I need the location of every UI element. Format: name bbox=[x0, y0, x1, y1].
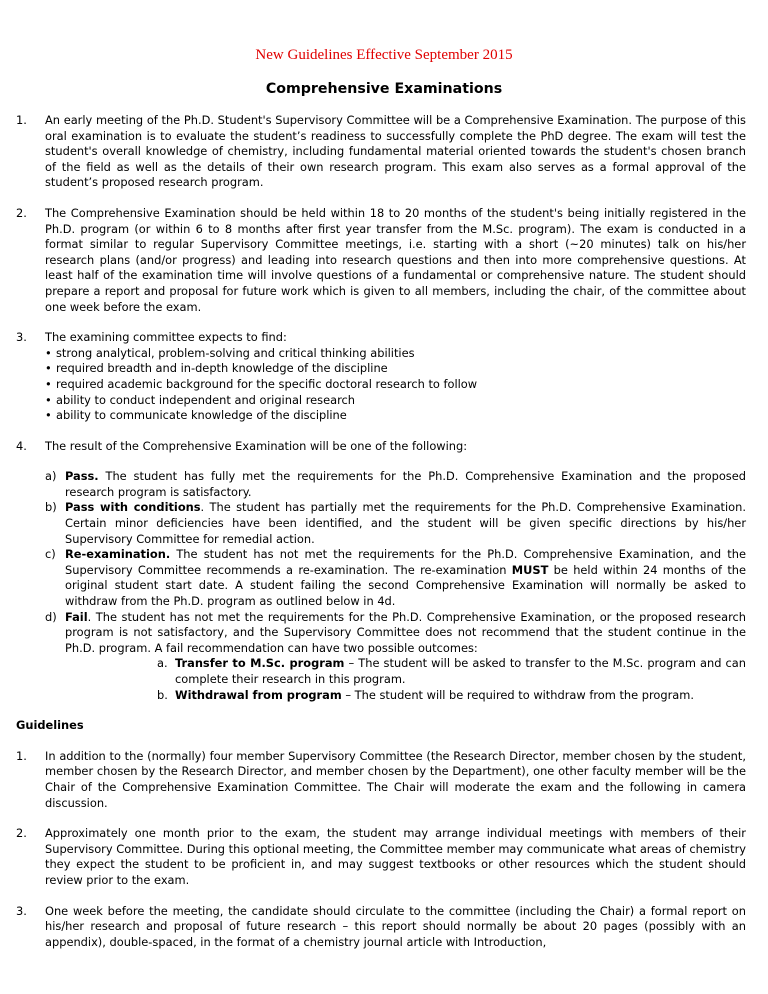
effective-date-banner: New Guidelines Effective September 2015 bbox=[255, 47, 513, 63]
page-title: Comprehensive Examinations bbox=[265, 81, 503, 97]
outcome-text: The student has fully met the requirements for the Ph.D. Comprehensive Examination and the proposed research program is satisfactory. bbox=[65, 469, 746, 499]
expectation-item bbox=[45, 377, 746, 393]
expectation-item bbox=[45, 393, 746, 409]
fail-outcome-name: Transfer to M.Sc. program bbox=[175, 656, 345, 671]
fail-outcome-label: a. bbox=[157, 656, 168, 671]
outcome-fail bbox=[45, 610, 746, 657]
outcome-label: d) bbox=[45, 609, 57, 624]
expectation-text: ability to conduct independent and original research bbox=[56, 392, 355, 407]
outcome-label: a) bbox=[45, 469, 57, 484]
bullet-icon: • bbox=[45, 345, 52, 360]
item-number: 3. bbox=[16, 330, 27, 345]
outcome-label: b) bbox=[45, 500, 57, 515]
fail-outcome-withdrawal bbox=[45, 688, 746, 704]
guideline-item-3 bbox=[16, 904, 746, 951]
item-number: 1. bbox=[16, 748, 27, 763]
bullet-icon: • bbox=[45, 376, 52, 391]
outcome-text: . The student has partially met the requirements for the Ph.D. Comprehensive Examination. Certain minor deficiencies have been identified, and the student will be given specific directions by his/her Supervisory Committee for remedial action. bbox=[65, 500, 746, 546]
expectation-text: ability to communicate knowledge of the discipline bbox=[56, 408, 347, 423]
item-text: An early meeting of the Ph.D. Student's Supervisory Committee will be a Comprehensive Examination. The purpose of this oral examination is to evaluate the student’s readiness to successfully complete the PhD degree. The exam will test the student's overall knowledge of chemistry, including fundamental material oriented towards the student's chosen branch of the field as well as the details of their own research program. This exam also serves as a formal approval of the student’s proposed research program. bbox=[45, 113, 746, 190]
numbered-item-4 bbox=[16, 439, 746, 704]
outcome-name: Fail bbox=[65, 609, 88, 624]
item-text: One week before the meeting, the candidate should circulate to the committee (including the Chair) a formal report on his/her research and proposal of future research – this report should normally be about 20 pages (possibly with an appendix), double-spaced, in the format of a chemistry journal article with Introduction, bbox=[45, 903, 746, 949]
item-text: The Comprehensive Examination should be held within 18 to 20 months of the student's being initially registered in the Ph.D. program (or within 6 to 8 months after first year transfer from the M.Sc. program). The exam is conducted in a format similar to regular Supervisory Committee meetings, i.e. starting with a short (~20 minutes) talk on his/her research plans (and/or progress) and leading into research questions and then into more comprehensive questions. At least half of the examination time will involve questions of a fundamental or comprehensive nature. The student should prepare a report and proposal for future work which is given to all members, including the chair, of the committee about one week before the exam. bbox=[45, 205, 746, 314]
expectation-text: strong analytical, problem-solving and critical thinking abilities bbox=[56, 345, 415, 360]
item-text: In addition to the (normally) four member Supervisory Committee (the Research Director, member chosen by the student, member chosen by the Research Director, and member chosen by the Department), one other faculty member will be the Chair of the Comprehensive Examination Committee. The Chair will moderate the exam and the following in camera discussion. bbox=[45, 748, 746, 810]
fail-outcome-name: Withdrawal from program bbox=[175, 687, 342, 702]
document-body bbox=[16, 113, 746, 965]
bullet-icon: • bbox=[45, 392, 52, 407]
item-number: 3. bbox=[16, 903, 27, 918]
fail-outcome-text: – The student will be required to withdraw from the program. bbox=[341, 687, 694, 702]
fail-outcome-transfer bbox=[45, 656, 746, 687]
numbered-item-1 bbox=[16, 113, 746, 191]
fail-outcome-label: b. bbox=[157, 687, 168, 702]
bullet-icon: • bbox=[45, 361, 52, 376]
item-number: 4. bbox=[16, 438, 27, 453]
guideline-item-1 bbox=[16, 749, 746, 811]
outcome-pass bbox=[45, 469, 746, 500]
numbered-item-2 bbox=[16, 206, 746, 315]
item-text: Approximately one month prior to the exam, the student may arrange individual meetings with members of their Supervisory Committee. During this optional meeting, the Committee member may communicate what areas of chemistry they expect the student to be proficient in, and may suggest textbooks or other resources which the student should review prior to the exam. bbox=[45, 826, 746, 887]
item-number: 2. bbox=[16, 826, 27, 841]
expectation-text: required breadth and in-depth knowledge of the discipline bbox=[56, 361, 388, 376]
outcome-name: Pass. bbox=[65, 469, 99, 484]
outcome-text: . The student has not met the requirements for the Ph.D. Comprehensive Examination, or the proposed research program is not satisfactory, and the Supervisory Committee does not recommend that the student continue in the Ph.D. program. A fail recommendation can have two possible outcomes: bbox=[65, 609, 746, 655]
item-text: The examining committee expects to find: bbox=[45, 330, 287, 345]
outcome-name: Re-examination. bbox=[65, 547, 171, 562]
expectation-item bbox=[45, 361, 746, 377]
emphasis-text: MUST bbox=[511, 562, 549, 577]
outcome-re-examination bbox=[45, 547, 746, 609]
outcome-text: be held within 24 months of the original student start date. A student failing the second Comprehensive Examination will normally be asked to withdraw from the Ph.D. program as outlined below in 4d. bbox=[65, 562, 747, 609]
item-text: The result of the Comprehensive Examination will be one of the following: bbox=[45, 438, 468, 453]
numbered-item-3 bbox=[16, 330, 746, 424]
expectation-text: required academic background for the specific doctoral research to follow bbox=[56, 376, 478, 391]
bullet-icon: • bbox=[45, 408, 52, 423]
outcome-text: The student has not met the requirements for the Ph.D. Comprehensive Examination, and the Supervisory Committee recommends a re-examination. The re-examination bbox=[65, 547, 746, 577]
guidelines-heading: Guidelines bbox=[16, 718, 84, 733]
outcome-name: Pass with conditions bbox=[65, 500, 201, 515]
expectation-item bbox=[45, 408, 746, 424]
outcome-pass-with-conditions bbox=[45, 500, 746, 547]
fail-outcome-text: – The student will be asked to transfer to the M.Sc. program and can complete their research in this program. bbox=[175, 656, 747, 686]
expectation-item bbox=[45, 346, 746, 362]
item-number: 2. bbox=[16, 205, 27, 220]
outcome-label: c) bbox=[45, 547, 56, 562]
guideline-item-2 bbox=[16, 826, 746, 888]
item-number: 1. bbox=[16, 113, 27, 127]
